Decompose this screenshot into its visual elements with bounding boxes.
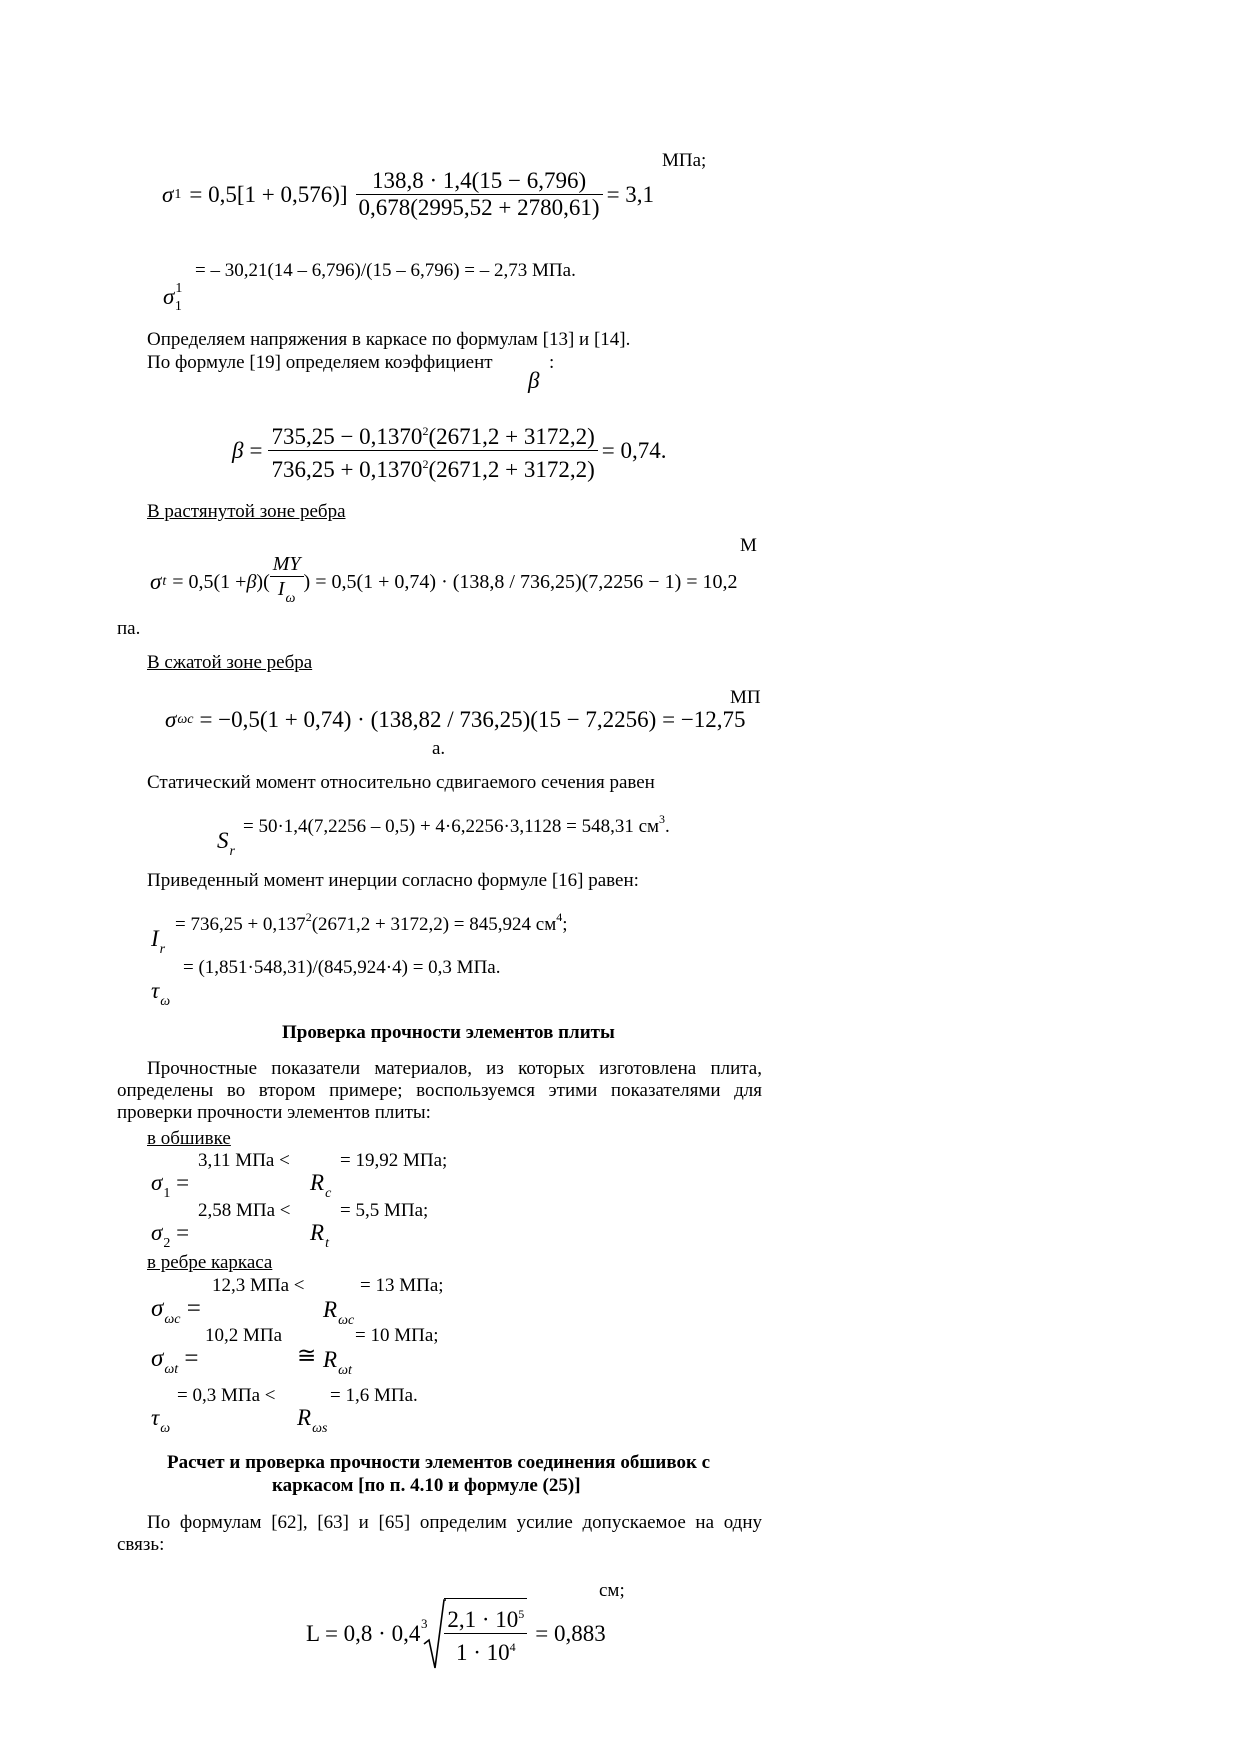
formula-text-a: = 736,25 + 0,137 xyxy=(175,914,306,935)
subscript: t xyxy=(162,573,167,589)
fraction xyxy=(444,1598,527,1670)
check4-r xyxy=(323,1347,352,1384)
check4-right: = 10 МПа; xyxy=(355,1325,439,1346)
formula-sigma1 xyxy=(162,168,654,221)
sigma-symbol: σ xyxy=(151,1295,164,1322)
numerator-text: 2,1 · 10 xyxy=(447,1607,519,1632)
formula-beta: β = $\frac{735,25 - 0,1370^2(2671,2 + 3172,2)}{736,25 + 0,1370^2(2671,2 + 3172,2)}$ = 0,74. xyxy=(232,418,666,483)
check5-r xyxy=(297,1405,327,1442)
r-symbol: R xyxy=(310,1220,325,1245)
numerator xyxy=(444,1601,527,1634)
paragraph-beta-coefficient: По формуле [19] определяем коэффициент xyxy=(147,352,493,373)
subscript: r xyxy=(229,844,235,859)
denominator-text: 1 · 10 xyxy=(455,1640,510,1665)
r-symbol: R xyxy=(297,1405,312,1430)
sigma1-prime-symbol xyxy=(163,281,188,314)
check2-sigma: $\sigma_2$ = xyxy=(151,1220,190,1251)
subscript: ωt xyxy=(164,1362,179,1377)
formula-result: = 0,883 xyxy=(535,1621,606,1646)
check4-sigma: $\sigma_{\omega t}$ = xyxy=(151,1345,199,1377)
formula-lhs-b: )( xyxy=(256,570,270,593)
paragraph-static-moment: Статический момент относительно сдвигаемого сечения равен xyxy=(147,772,655,793)
check3-r xyxy=(323,1297,354,1334)
sr-symbol xyxy=(217,828,235,865)
formula-lhs: = 0,5[1 + 0,576)] xyxy=(189,181,348,207)
unit-mpa: МПа; xyxy=(662,150,707,171)
check2-left: 2,58 МПа < xyxy=(198,1200,291,1221)
denominator xyxy=(444,1634,527,1666)
subscript: ωt xyxy=(338,1363,352,1378)
sigma-symbol: σ xyxy=(151,1170,163,1195)
sigma-symbol: σ xyxy=(165,707,177,732)
i-symbol: I xyxy=(151,926,159,951)
fraction xyxy=(270,552,304,611)
heading-connection-check-line1: Расчет и проверка прочности элементов соединения обшивок с xyxy=(167,1452,711,1473)
check5-tau xyxy=(151,1405,170,1442)
denominator: $736,25 + 0,1370^2(2671,2 + 3172,2)$ xyxy=(271,457,595,482)
check2-right: = 5,5 МПа; xyxy=(340,1200,429,1221)
colon: : xyxy=(549,352,555,373)
formula-text-b: (2671,2 + 3172,2) = 845,924 см xyxy=(311,914,557,935)
formula-text: = −0,5(1 + 0,74) · (138,82 / 736,25)(15 − 7,2256) = −12,75 xyxy=(199,707,746,732)
heading-compression-zone: В сжатой зоне ребра xyxy=(147,652,313,673)
s-symbol: S xyxy=(217,828,229,853)
superscript: 3 xyxy=(659,812,666,826)
check5-left: = 0,3 МПа < xyxy=(177,1385,276,1406)
heading-connection-check-line2: каркасом [по п. 4.10 и формуле (25)] xyxy=(272,1475,581,1496)
formula-sigma1-prime-text: = – 30,21(14 – 6,796)/(15 – 6,796) = – 2,73 МПа. xyxy=(195,260,576,281)
check3-right: = 13 МПа; xyxy=(360,1275,444,1296)
numerator: $735,25 - 0,1370^2(2671,2 + 3172,2)$ xyxy=(268,418,597,451)
subscript: 1 xyxy=(174,299,182,314)
subscript: ωs xyxy=(312,1421,328,1436)
check5-right: = 1,6 МПа. xyxy=(330,1385,418,1406)
formula-l xyxy=(306,1598,606,1670)
semicolon: ; xyxy=(562,914,568,935)
unit-mp: МП xyxy=(730,687,761,708)
period: . xyxy=(665,816,670,837)
subscript: ωc xyxy=(164,1312,181,1327)
heading-frame-rib: в ребре каркаса xyxy=(147,1252,273,1273)
formula-ir-text xyxy=(175,906,568,936)
formula-tau-text: = (1,851·548,31)/(845,924·4) = 0,3 МПа. xyxy=(183,957,501,978)
formula-text: = 50·1,4(7,2256 – 0,5) + 4·6,2256·3,1128 = 548,31 см xyxy=(243,816,660,837)
formula-rest: ) = 0,5(1 + 0,74) · (138,8 / 736,25)(7,2256 − 1) = 10,2 xyxy=(303,570,738,593)
tau-symbol: τ xyxy=(151,978,160,1003)
tau-omega-symbol xyxy=(151,978,170,1015)
check1-right: = 19,92 МПа; xyxy=(340,1150,448,1171)
check1-left: 3,11 МПа < xyxy=(198,1150,290,1171)
superscript: 2 xyxy=(305,910,312,924)
check1-sigma: $\sigma_1$ = xyxy=(151,1170,190,1201)
formula-lhs: = 0,5(1 + xyxy=(172,570,247,593)
superscript: 4 xyxy=(556,910,563,924)
unit-cm: см; xyxy=(599,1580,625,1601)
subscript: ω xyxy=(160,994,171,1009)
sigma-symbol: σ xyxy=(163,284,175,309)
denominator-tail: (2671,2 + 3172,2) xyxy=(428,457,595,482)
r-symbol: R xyxy=(310,1170,325,1195)
unit-a: а. xyxy=(432,738,446,759)
root-index: 3 xyxy=(421,1616,428,1631)
beta-symbol: β xyxy=(528,368,540,393)
heading-plate-strength-check: Проверка прочности элементов плиты xyxy=(282,1022,615,1043)
paragraph-connection-force: По формулам [62], [63] и [65] определим усилие допускаемое на одну связь: xyxy=(117,1512,762,1555)
numerator-text: 735,25 − 0,1370 xyxy=(271,424,423,449)
heading-tension-zone: В растянутой зоне ребра xyxy=(147,501,346,522)
check3-left: 12,3 МПа < xyxy=(212,1275,305,1296)
fraction xyxy=(356,168,603,221)
sigma-symbol: σ xyxy=(150,568,162,594)
subscript: ω xyxy=(160,1421,171,1436)
paragraph-stress-frame: Определяем напряжения в каркасе по формулам [13] и [14]. xyxy=(147,329,631,350)
tau-symbol: τ xyxy=(151,1405,160,1430)
denominator xyxy=(270,577,304,611)
inertia-symbol: I xyxy=(277,578,285,600)
formula-sr-text xyxy=(243,808,670,838)
superscript: 4 xyxy=(509,1640,516,1654)
subscript: t xyxy=(325,1236,329,1251)
check1-rc xyxy=(310,1170,331,1207)
sigma-symbol: σ xyxy=(162,181,174,207)
radical-sign-icon xyxy=(420,1598,446,1670)
formula-result: = 0,74. xyxy=(601,437,667,463)
subscript: ω xyxy=(285,591,296,606)
approx-sign: ≅ xyxy=(297,1343,317,1368)
subscript: 1 xyxy=(163,1186,171,1201)
cube-root xyxy=(420,1598,527,1670)
subscript: 2 xyxy=(163,1236,171,1251)
subscript: r xyxy=(159,942,166,957)
r-symbol: R xyxy=(323,1347,338,1372)
denominator: 0,678(2995,52 + 2780,61) xyxy=(358,195,600,220)
heading-skin: в обшивке xyxy=(147,1128,231,1149)
subscript: c xyxy=(325,1186,332,1201)
subscript: ωc xyxy=(177,712,194,727)
numerator-tail: (2671,2 + 3172,2) xyxy=(428,424,595,449)
sigma-symbol: σ xyxy=(151,1345,164,1372)
check2-rt xyxy=(310,1220,329,1257)
paragraph-material-properties: Прочностные показатели материалов, из которых изготовлена плита, определены во втором примере; воспользуемся этими показателями для проверки прочности элементов плиты: xyxy=(117,1058,762,1123)
unit-m: М xyxy=(740,535,757,556)
formula-lhs: L = 0,8 · 0,4 xyxy=(306,1621,421,1646)
subscript: ωc xyxy=(338,1313,355,1328)
superscript: 5 xyxy=(518,1607,525,1621)
superscript: 1 xyxy=(175,281,182,296)
check3-sigma: $\sigma_{\omega c}$ = xyxy=(151,1295,201,1327)
ir-symbol xyxy=(151,926,165,963)
beta-symbol: β xyxy=(246,570,257,593)
numerator: MY xyxy=(270,552,304,577)
formula-result: = 3,1 xyxy=(606,181,655,207)
formula-sigma-t xyxy=(150,552,738,611)
numerator: 138,8 · 1,4(15 − 6,796) xyxy=(356,168,603,195)
sigma-symbol: σ xyxy=(151,1220,163,1245)
r-symbol: R xyxy=(323,1297,338,1322)
check4-left: 10,2 МПа xyxy=(205,1325,283,1346)
fraction xyxy=(268,418,597,483)
unit-pa: па. xyxy=(117,618,141,639)
denominator-text: 736,25 + 0,1370 xyxy=(271,457,423,482)
formula-sigma-omega-c xyxy=(165,707,746,733)
beta-symbol: β xyxy=(232,437,244,463)
paragraph-moment-inertia: Приведенный момент инерции согласно формуле [16] равен: xyxy=(147,870,639,891)
subscript: 1 xyxy=(174,186,182,202)
